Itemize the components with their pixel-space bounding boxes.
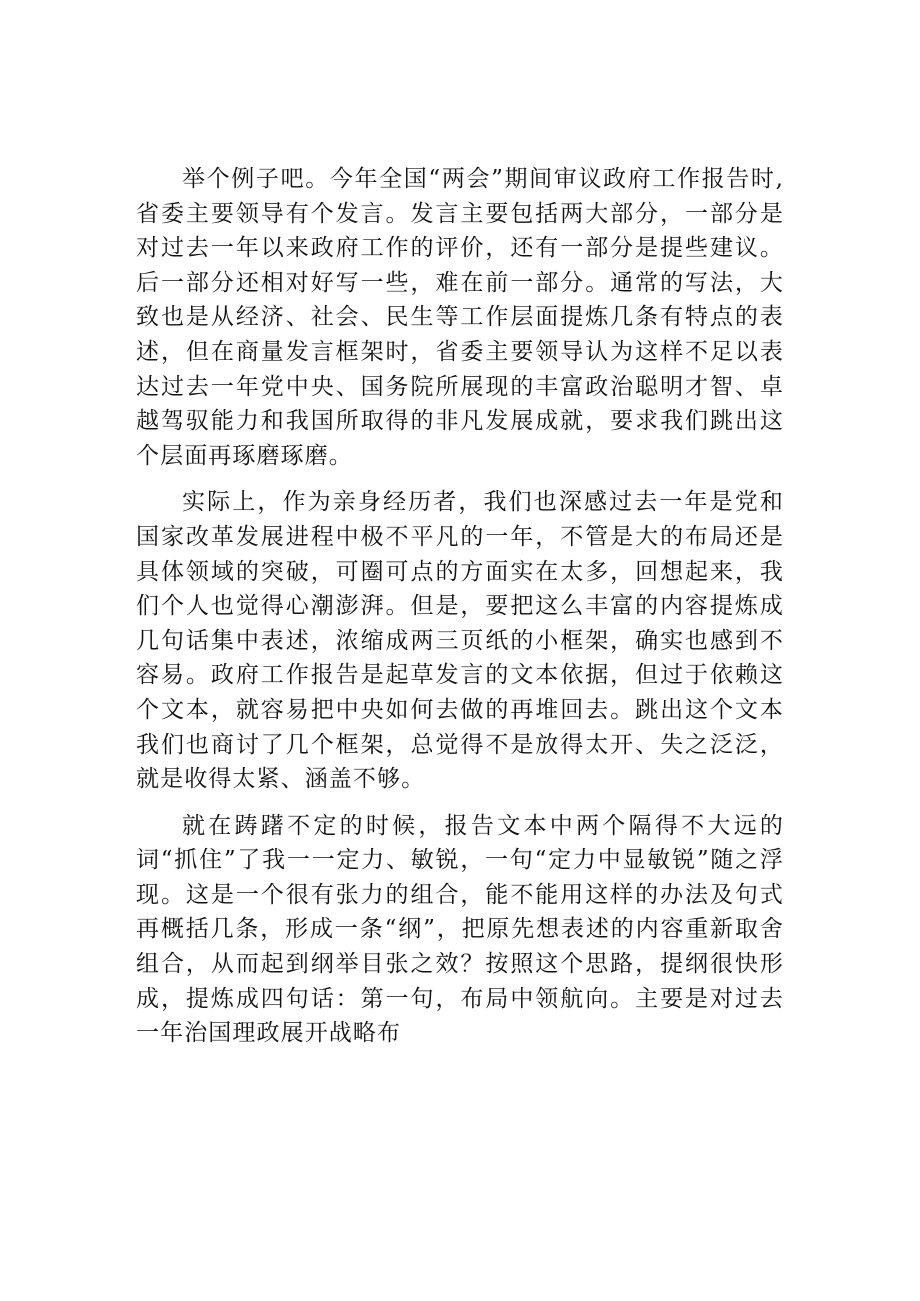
paragraph-1: 举个例子吧。今年全国“两会”期间审议政府工作报告时,省委主要领导有个发言。发言主要包括两大部分，一部分是对过去一年以来政府工作的评价，还有一部分是提些建议。后一部分还相对好写一些，难在前一部分。通常的写法，大致也是从经济、社会、民生等工作层面提炼几条有特点的表述，但在商量发言框架时，省委主要领导认为这样不足以表达过去一年党中央、国务院所展现的丰富政治聪明才智、卓越驾驭能力和我国所取得的非凡发展成就，要求我们跳出这个层面再琢磨琢磨。 <box>136 166 784 469</box>
paragraph-2: 实际上，作为亲身经历者，我们也深感过去一年是党和国家改革发展进程中极不平凡的一年，不管是大的布局还是具体领域的突破，可圈可点的方面实在太多，回想起来，我们个人也觉得心潮澎湃。但是，要把这么丰富的内容提炼成几句话集中表述，浓缩成两三页纸的小框架，确实也感到不容易。政府工作报告是起草发言的文本依据，但过于依赖这个文本，就容易把中央如何去做的再堆回去。跳出这个文本我们也商讨了几个框架，总觉得不是放得太开、失之泛泛，就是收得太紧、涵盖不够。 <box>136 489 784 793</box>
document-body <box>136 162 784 1063</box>
paragraph-3: 就在踌躇不定的时候，报告文本中两个隔得不大远的词“抓住”了我一一定力、敏锐，一句“定力中显敏锐”随之浮现。这是一个很有张力的组合，能不能用这样的办法及句式再概括几条，形成一条“纲”，把原先想表述的内容重新取舍组合，从而起到纲举目张之效？按照这个思路，提纲很快形成，提炼成四句话：第一句，布局中领航向。主要是对过去一年治国理政展开战略布 <box>136 812 784 1047</box>
